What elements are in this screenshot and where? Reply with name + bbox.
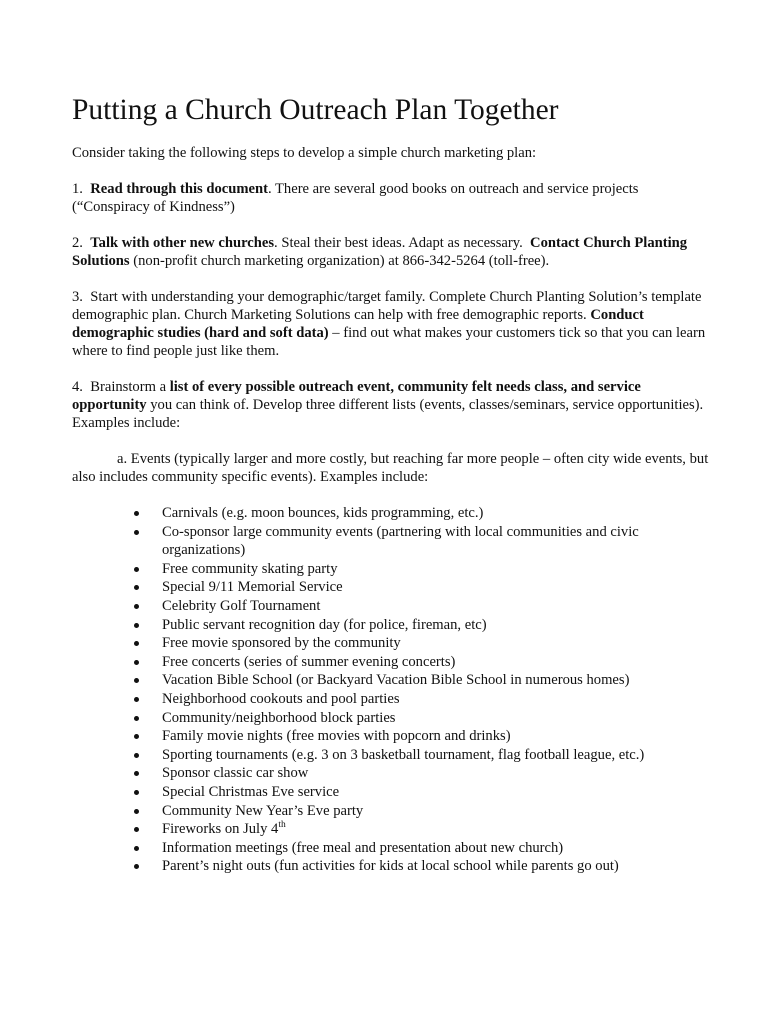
document-page [72,92,712,876]
list-item: Information meetings (free meal and presentation about new church) [162,839,712,858]
list-item: Carnivals (e.g. moon bounces, kids programming, etc.) [162,504,712,523]
bullet-icon [134,771,139,776]
list-item: Free concerts (series of summer evening concerts) [162,653,712,672]
bullet-icon [134,734,139,739]
bullet-icon [134,827,139,832]
list-item: Fireworks on July 4th [162,820,712,839]
bullet-icon [134,623,139,628]
bullet-icon [134,846,139,851]
list-item: Free movie sponsored by the community [162,634,712,653]
bullet-icon [134,585,139,590]
step-2-paragraph [72,234,712,270]
step-2-number: 2. [72,235,83,251]
list-item: Free community skating party [162,560,712,579]
step-3-number: 3. [72,289,83,305]
step-4-paragraph [72,378,712,432]
list-item: Celebrity Golf Tournament [162,597,712,616]
list-item: Special 9/11 Memorial Service [162,578,712,597]
step-2-text: . Steal their best ideas. Adapt as necessary. [274,235,523,251]
step-3-bold: Conduct demographic studies (hard and soft data) [72,307,644,341]
fireworks-superscript: th [278,820,286,831]
list-item: Neighborhood cookouts and pool parties [162,690,712,709]
step-1-bold: Read through this document [90,181,268,197]
bullet-icon [134,660,139,665]
step-4-lead: Brainstorm a [90,379,167,395]
step-4-rest: you can think of. Develop three different lists (events, classes/seminars, service opportunities). Examples include: [72,397,704,431]
step-1-paragraph [72,180,712,216]
step-1-number: 1. [72,181,83,197]
list-item: Special Christmas Eve service [162,783,712,802]
list-item: Community/neighborhood block parties [162,709,712,728]
step-2-bold: Talk with other new churches [90,235,275,251]
bullet-icon [134,604,139,609]
list-item: Sponsor classic car show [162,764,712,783]
bullet-icon [134,753,139,758]
bullet-icon [134,697,139,702]
events-list [72,504,712,876]
list-item: Sporting tournaments (e.g. 3 on 3 basketball tournament, flag football league, etc.) [162,746,712,765]
list-item: Community New Year’s Eve party [162,802,712,821]
step-2-contact-text: (non-profit church marketing organization) at 866-342-5264 (toll-free). [129,253,550,269]
list-item: Parent’s night outs (fun activities for kids at local school while parents go out) [162,857,712,876]
step-3-text: Start with understanding your demographic/target family. Complete Church Planting Solution’s template demographic plan. Church Marketing Solutions can help with free demographic reports. [72,289,702,323]
list-item: Vacation Bible School (or Backyard Vacation Bible School in numerous homes) [162,671,712,690]
step-4-number: 4. [72,379,83,395]
step-4-bold: list of every possible outreach event, community felt needs class, and service opportunity [72,379,641,413]
step-3-rest: – find out what makes your customers tick so that you can learn where to find people just like them. [72,325,706,359]
bullet-icon [134,511,139,516]
list-item: Co-sponsor large community events (partnering with local communities and civic organizations) [162,523,712,560]
bullet-icon [134,641,139,646]
step-3-paragraph [72,288,712,360]
list-item: Public servant recognition day (for police, fireman, etc) [162,616,712,635]
bullet-icon [134,864,139,869]
bullet-icon [134,530,139,535]
list-item: Family movie nights (free movies with popcorn and drinks) [162,727,712,746]
document-title: Putting a Church Outreach Plan Together [72,94,559,126]
intro-paragraph: Consider taking the following steps to develop a simple church marketing plan: [72,145,537,161]
step-2-contact-bold: Contact Church Planting Solutions [72,235,688,269]
bullet-icon [134,790,139,795]
bullet-icon [134,678,139,683]
bullet-icon [134,809,139,814]
step-1-text: . There are several good books on outreach and service projects (“Conspiracy of Kindness”) [72,181,639,215]
events-intro-paragraph: a. Events (typically larger and more costly, but reaching far more people – often city wide events, but also includes community specific events). Examples include: [72,451,709,485]
bullet-icon [134,716,139,721]
bullet-icon [134,567,139,572]
